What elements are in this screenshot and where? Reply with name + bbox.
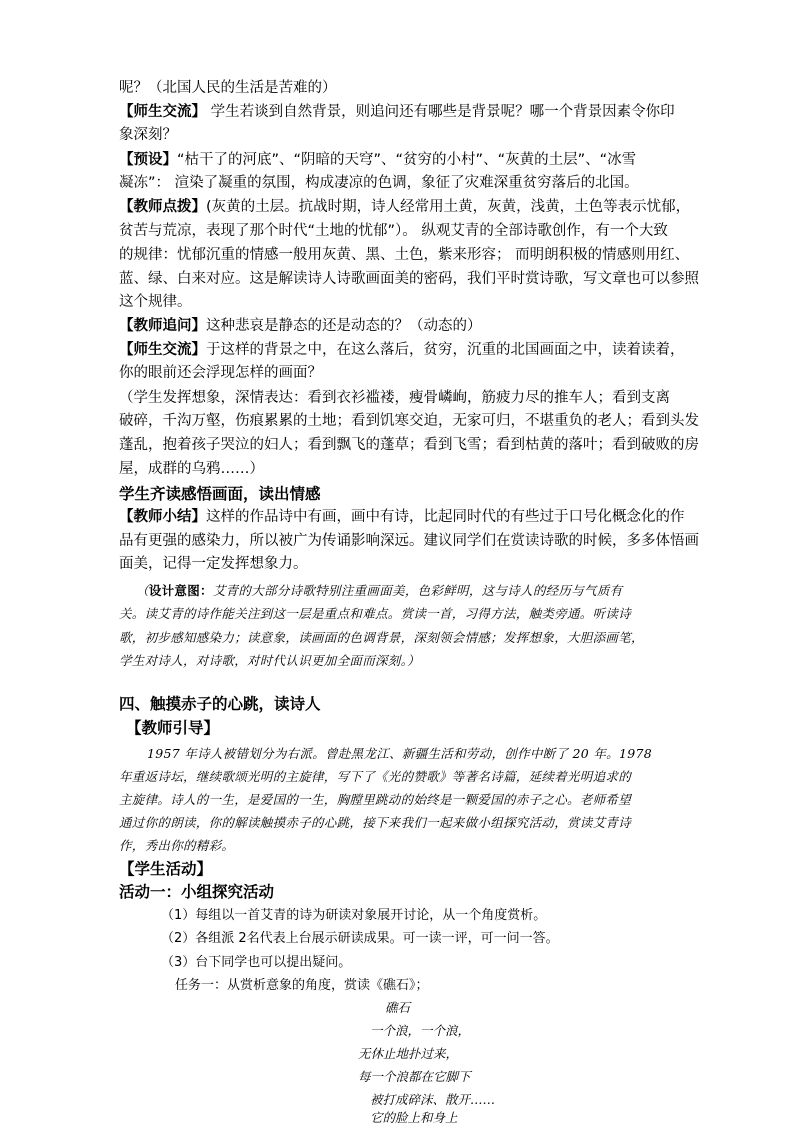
activity-step: （1）每组以一首艾青的诗为研读对象展开讨论，从一个角度赏析。 [161, 908, 547, 923]
design-note-line: 关。读艾青的诗作能关注到这一层是重点和难点。赏读一首，习得方法，触类旁通。听读诗 [119, 606, 632, 621]
text-line: 【教师小结】这样的作品诗中有画，画中有诗，比起同时代的有些过于口号化概念化的作 [119, 509, 685, 525]
intro-line: 年重返诗坛，继续歌颂光明的主旋律，写下了《光的赞歌》等著名诗篇，延续着光明追求的 [119, 769, 632, 784]
design-note-label: 设计意图： [148, 583, 213, 598]
text-line: 面美，记得一定发挥想象力。 [119, 556, 308, 572]
intro-line: 1957 年诗人被错划分为右派。曾赴黑龙江、新疆生活和劳动，创作中断了 20 年。1978 [147, 746, 652, 761]
intro-line: 主旋律。诗人的一生，是爱国的一生，胸膛里跳动的始终是一颗爱国的赤子之心。老师希望 [119, 792, 632, 807]
text-line: 【师生交流】于这样的背景之中，在这么落后，贫穷，沉重的北国画面之中，读着读着， [119, 342, 685, 358]
text-line: （学生发挥想象，深情表达：看到衣衫褴褛，瘦骨嶙峋，筋疲力尽的推车人；看到支离 [119, 390, 670, 406]
task-line: 任务一：从赏析意象的角度，赏读《礁石》； [175, 978, 429, 993]
activity-step: （3）台下同学也可以提出疑问。 [161, 955, 352, 970]
text-line: 破碎，千沟万壑，伤痕累累的土地；看到饥寒交迫，无家可归，不堪重负的老人；看到头发 [119, 413, 699, 429]
text-line: 蓝、绿、白来对应。这是解读诗人诗歌画面美的密码，我们平时赏诗歌，写文章也可以参照 [119, 271, 699, 287]
line-label: 【教师小结】 [119, 509, 206, 525]
line-label: 【教师追问】 [119, 318, 206, 334]
text-line: 【教师追问】这种悲哀是静态的还是动态的？（动态的） [119, 318, 482, 334]
design-note-line: 学生对诗人，对诗歌，对时代认识更加全面而深刻。） [119, 653, 420, 668]
teacher-guide-label: 【教师引导】 [126, 719, 220, 737]
poem-line: 一个浪，一个浪， [370, 1023, 471, 1038]
poem-line: 每一个浪都在它脚下 [358, 1069, 471, 1084]
intro-line: 通过你的朗读，你的解读触摸赤子的心跳，接下来我们一起来做小组探究活动，赏读艾青诗 [119, 815, 632, 830]
text-line: 的规律：忧郁沉重的情感一般用灰黄、黑、土色，紫来形容； 而明朗积极的情感则用红、 [119, 247, 690, 263]
poem-line: 被打成碎沫、散开…… [370, 1092, 496, 1107]
text-line: 象深刻？ [119, 127, 177, 143]
text-line: 品有更强的感染力，所以被广为传诵影响深远。建议同学们在赏读诗歌的时候，多多体悟画 [119, 533, 699, 549]
text-line: 凝冻”： 渲染了凝重的氛围，构成凄凉的色调，象征了灾难深重贫穷落后的北国。 [119, 175, 639, 191]
line-label: 【师生交流】 [119, 342, 206, 358]
design-note-line: 歌，初步感知感染力；读意象，读画面的色调背景，深刻领会情感；发挥想象，大胆添画笔， [119, 630, 644, 645]
text-line: 【教师点拨】(灰黄的土层。抗战时期，诗人经常用土黄，灰黄，浅黄，土色等表示忧郁， [119, 199, 691, 215]
text-line: 【预设】“枯干了的河底”、“阴暗的天穹”、“贫穷的小村”、“灰黄的土层”、“冰雪 [119, 152, 637, 168]
intro-line: 作，秀出你的精彩。 [119, 838, 235, 853]
activity-step: （2）各组派 2名代表上台展示研读成果。可一读一评，可一问一答。 [161, 931, 559, 946]
student-activity-label: 【学生活动】 [119, 860, 213, 878]
text-line: 这个规律。 [119, 294, 192, 310]
text-line: 你的眼前还会浮现怎样的画面？ [119, 365, 322, 381]
text-line: 【师生交流】 学生若谈到自然背景，则追问还有哪些是背景呢？哪一个背景因素令你印 [119, 104, 675, 120]
section-heading: 四、触摸赤子的心跳，读诗人 [119, 695, 321, 713]
poem-line: 它的脸上和身上 [370, 1110, 458, 1125]
text-line: 屋，成群的乌鸦……） [119, 461, 264, 477]
poem-line: 无休止地扑过来， [358, 1046, 459, 1061]
line-label: 【师生交流】 [119, 104, 206, 120]
line-label: 【预设】 [119, 152, 177, 168]
line-label: 【教师点拨】 [119, 199, 206, 215]
text-line: 贫苦与荒凉，表现了那个时代“土地的忧郁”）。 纵观艾青的全部诗歌创作，有一个大致 [119, 223, 668, 239]
design-note-line: （设计意图：艾青的大部分诗歌特别注重画面美，色彩鲜明，这与诗人的经历与气质有 [136, 583, 623, 598]
section-subheading: 学生齐读感悟画面，读出情感 [119, 485, 321, 503]
text-line: 呢？（北国人民的生活是苦难的） [119, 80, 337, 96]
text-line: 蓬乱，抱着孩子哭泣的妇人；看到飘飞的蓬草；看到飞雪；看到枯黄的落叶；看到破败的房 [119, 437, 699, 453]
poem-title: 礁石 [385, 1000, 411, 1015]
activity-title: 活动一：小组探究活动 [119, 883, 275, 901]
